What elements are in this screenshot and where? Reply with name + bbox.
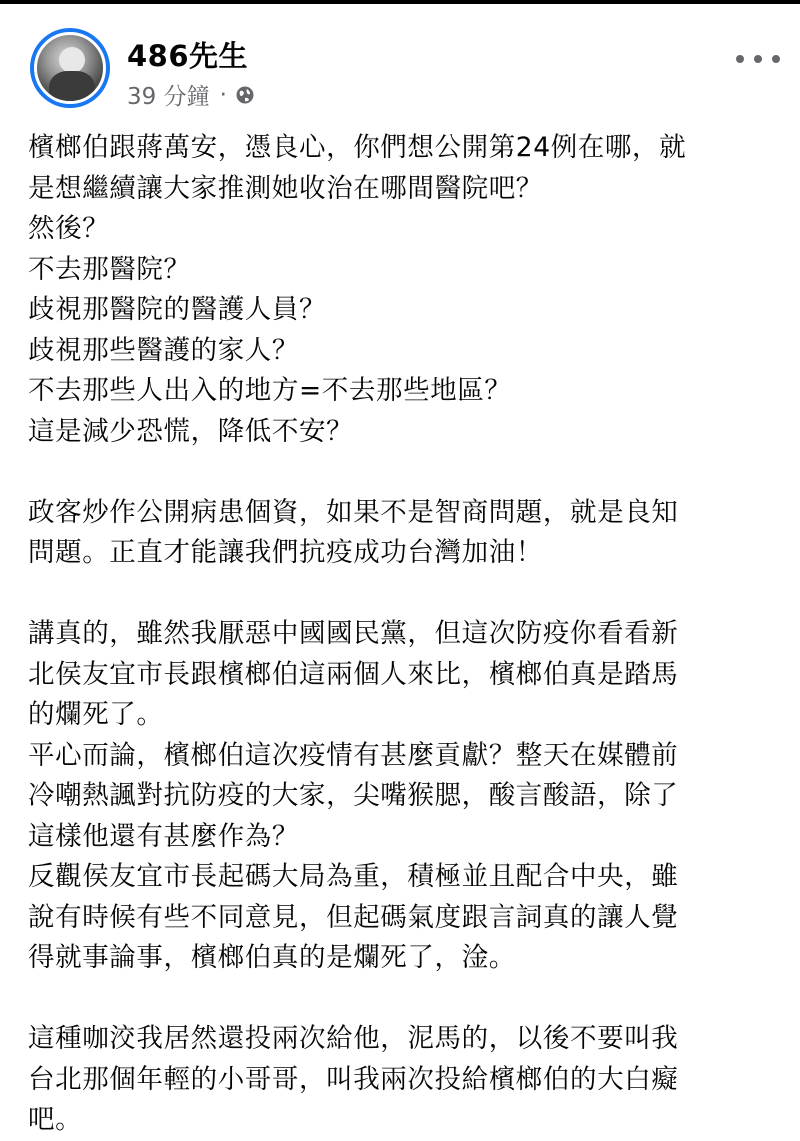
globe-icon[interactable] xyxy=(235,85,255,105)
post-text-line: 問題。正直才能讓我們抗疫成功台灣加油！ xyxy=(28,537,543,568)
post-text-line: 是想繼續讓大家推測她收治在哪間醫院吧？ xyxy=(28,172,543,204)
post-text-line: 然後？ xyxy=(28,213,110,244)
post-body xyxy=(28,128,783,1141)
post-text-line: 歧視那些醫護的家人？ xyxy=(28,334,299,366)
post-text-line: 北侯友宜市長跟檳榔伯這兩個人來比，檳榔伯真是踏馬 xyxy=(28,658,679,690)
post-meta xyxy=(127,78,255,111)
post-header xyxy=(0,4,800,114)
post-text-line: 這是減少恐慌，降低不安？ xyxy=(28,415,354,447)
post-text-line: 台北那個年輕的小哥哥，叫我兩次投給檳榔伯的大白癡 xyxy=(28,1063,679,1095)
avatar-body-shape xyxy=(49,71,95,104)
post-text-line: 說有時候有些不同意見，但起碼氣度跟言詞真的讓人覺 xyxy=(28,901,679,933)
post-text-line: 反觀侯友宜市長起碼大局為重，積極並且配合中央，雖 xyxy=(28,861,679,892)
post-text-line: 不去那醫院？ xyxy=(28,253,191,285)
more-horizontal-icon xyxy=(772,55,780,63)
post-text-line: 平心而論，檳榔伯這次疫情有甚麼貢獻？整天在媒體前 xyxy=(28,739,679,771)
post-text-line: 得就事論事，檳榔伯真的是爛死了，淦。 xyxy=(28,942,516,973)
post-text-line: 的爛死了。 xyxy=(28,699,164,730)
post-text-line: 講真的，雖然我厭惡中國國民黨，但這次防疫你看看新 xyxy=(28,618,679,649)
post-text-line: 政客炒作公開病患個資，如果不是智商問題，就是良知 xyxy=(28,496,679,528)
paragraph-gap xyxy=(28,979,783,1020)
more-options-button[interactable] xyxy=(736,48,780,70)
post-timestamp[interactable]: 39 分鐘 xyxy=(127,84,210,110)
post-text-line: 冷嘲熱諷對抗防疫的大家，尖嘴猴腮，酸言酸語，除了 xyxy=(28,780,679,811)
post-text-line: 不去那些人出入的地方=不去那些地區？ xyxy=(28,375,512,406)
paragraph-gap xyxy=(28,452,783,493)
post-text-line: 這種咖洨我居然還投兩次給他，泥馬的，以後不要叫我 xyxy=(28,1023,679,1054)
author-name[interactable]: 486先生 xyxy=(127,39,249,73)
post-text-line: 吧。 xyxy=(28,1104,83,1135)
avatar-image xyxy=(34,32,106,104)
avatar-head-shape xyxy=(59,47,85,73)
meta-separator: · xyxy=(219,81,227,108)
paragraph-gap xyxy=(28,574,783,615)
post-text-line: 檳榔伯跟蔣萬安，憑良心，你們想公開第24例在哪，就 xyxy=(28,132,687,163)
post-text-line: 這樣他還有甚麼作為？ xyxy=(28,820,299,852)
avatar[interactable] xyxy=(30,28,110,108)
post-text-line: 歧視那醫院的醫護人員？ xyxy=(28,294,327,325)
more-horizontal-icon xyxy=(754,55,762,63)
more-horizontal-icon xyxy=(736,55,744,63)
